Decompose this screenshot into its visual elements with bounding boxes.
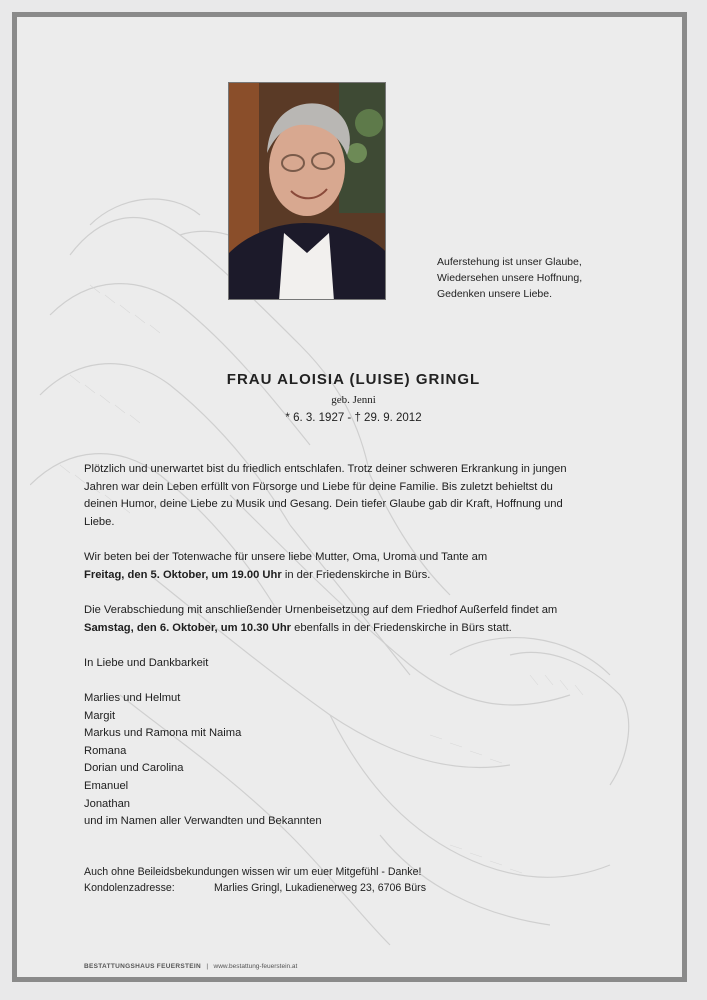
condolence-address: Marlies Gringl, Lukadienerweg 23, 6706 Bürs	[214, 882, 426, 894]
tribute-paragraph	[84, 461, 624, 531]
portrait-photo	[228, 82, 386, 300]
closing-line: In Liebe und Dankbarkeit	[84, 657, 209, 669]
funeral-home-name: BESTATTUNGSHAUS FEUERSTEIN	[84, 963, 201, 970]
condolence-address-row	[84, 880, 624, 896]
funeral-date-time: Samstag, den 6. Oktober, um 10.30 Uhr	[84, 621, 292, 634]
mourner-entry: Emanuel	[84, 779, 129, 792]
paragraph-line: Plötzlich und unerwartet bist du friedlich entschlafen. Trotz deiner schweren Erkrankung in jungen	[84, 463, 567, 475]
memorial-quote	[437, 254, 657, 302]
funeral-notice	[84, 602, 624, 637]
funeral-location: ebenfalls in der Friedenskirche in Bürs statt.	[291, 621, 512, 634]
footer-separator: |	[206, 963, 209, 970]
mourner-entry: Marlies und Helmut	[84, 692, 181, 704]
wake-notice	[84, 549, 624, 584]
paragraph-line: deinen Humor, deine Liebe zu Musik und Gesang. Dein tiefer Glaube gab dir Kraft, Hoffnung und	[84, 498, 563, 511]
mourner-entry: Romana	[84, 744, 127, 757]
funeral-line: Die Verabschiedung mit anschließender Urnenbeisetzung auf dem Friedhof Außerfeld findet am	[84, 604, 558, 616]
mourner-entry: Jonathan	[84, 797, 131, 810]
paragraph-line: Liebe.	[84, 515, 115, 528]
funeral-home-website[interactable]: www.bestattung-feuerstein.at	[213, 963, 298, 970]
mourner-entry: und im Namen aller Verwandten und Bekannten	[84, 815, 322, 828]
paragraph-line: Jahren war dein Leben erfüllt von Fürsorge und Liebe für deine Familie. Bis zuletzt behieltst du	[84, 480, 553, 493]
mourners-list	[84, 690, 624, 831]
wake-line: Wir beten bei der Totenwache für unsere liebe Mutter, Oma, Uroma und Tante am	[84, 551, 488, 563]
mourner-entry: Dorian und Carolina	[84, 762, 184, 775]
mourner-entry: Markus und Ramona mit Naima	[84, 727, 242, 740]
quote-line: Gedenken unsere Liebe.	[437, 288, 553, 300]
mourner-entry: Margit	[84, 709, 116, 722]
wake-date-time: Freitag, den 5. Oktober, um 19.00 Uhr	[84, 568, 282, 581]
quote-line: Auferstehung ist unser Glaube,	[437, 256, 582, 268]
condolence-section	[84, 864, 624, 896]
condolence-label: Kondolenzadresse:	[84, 882, 175, 894]
maiden-name: geb. Jenni	[331, 394, 376, 406]
wake-details	[84, 567, 624, 585]
life-dates: * 6. 3. 1927 - † 29. 9. 2012	[285, 412, 422, 424]
quote-line: Wiedersehen unsere Hoffnung,	[437, 272, 583, 284]
funeral-home-footer	[84, 963, 297, 970]
funeral-details	[84, 620, 624, 638]
wake-location: in der Friedenskirche in Bürs.	[281, 568, 431, 581]
deceased-name: FRAU ALOISIA (LUISE) GRINGL	[226, 371, 481, 388]
condolence-note: Auch ohne Beileidsbekundungen wissen wir um euer Mitgefühl - Danke!	[84, 866, 422, 878]
